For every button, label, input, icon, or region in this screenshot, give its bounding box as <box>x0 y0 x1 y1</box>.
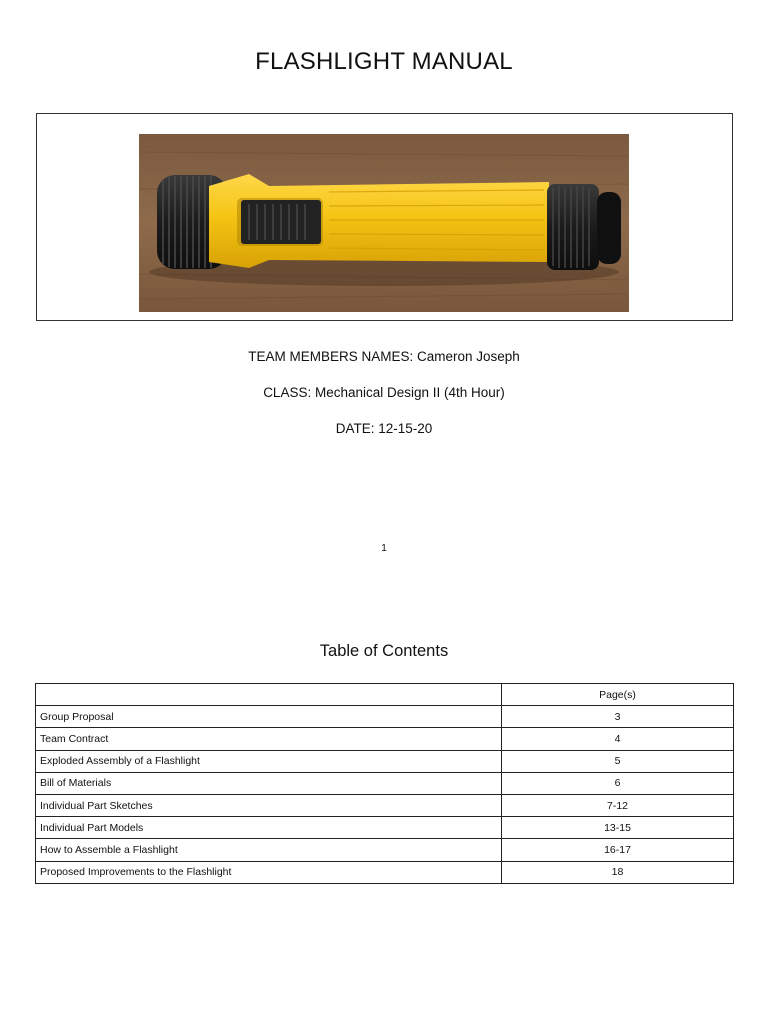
toc-pages: 18 <box>502 861 734 883</box>
toc-row <box>36 817 734 839</box>
toc-pages: 3 <box>502 706 734 728</box>
flashlight-photo <box>139 134 629 312</box>
toc-pages: 16-17 <box>502 839 734 861</box>
toc-header-section <box>36 684 502 706</box>
toc-pages: 7-12 <box>502 794 734 816</box>
toc-section: Bill of Materials <box>36 772 502 794</box>
toc-header-pages: Page(s) <box>502 684 734 706</box>
toc-row <box>36 728 734 750</box>
toc-row <box>36 706 734 728</box>
toc-pages: 4 <box>502 728 734 750</box>
toc-row <box>36 839 734 861</box>
toc-pages: 13-15 <box>502 817 734 839</box>
toc-row <box>36 772 734 794</box>
toc-title: Table of Contents <box>319 642 449 660</box>
page-number: 1 <box>381 543 387 554</box>
toc-table <box>35 683 734 884</box>
team-members-line: TEAM MEMBERS NAMES: Cameron Joseph <box>248 349 520 364</box>
toc-section: Group Proposal <box>36 706 502 728</box>
class-line: CLASS: Mechanical Design II (4th Hour) <box>263 385 505 400</box>
toc-section: Exploded Assembly of a Flashlight <box>36 750 502 772</box>
toc-pages: 5 <box>502 750 734 772</box>
document-title: FLASHLIGHT MANUAL <box>255 48 513 75</box>
photo-frame <box>36 113 733 321</box>
toc-row <box>36 861 734 883</box>
toc-header-row <box>36 684 734 706</box>
toc-section: How to Assemble a Flashlight <box>36 839 502 861</box>
toc-row <box>36 794 734 816</box>
date-line: DATE: 12-15-20 <box>335 421 433 436</box>
toc-pages: 6 <box>502 772 734 794</box>
toc-section: Team Contract <box>36 728 502 750</box>
toc-row <box>36 750 734 772</box>
toc-section: Proposed Improvements to the Flashlight <box>36 861 502 883</box>
toc-section: Individual Part Sketches <box>36 794 502 816</box>
toc-section: Individual Part Models <box>36 817 502 839</box>
